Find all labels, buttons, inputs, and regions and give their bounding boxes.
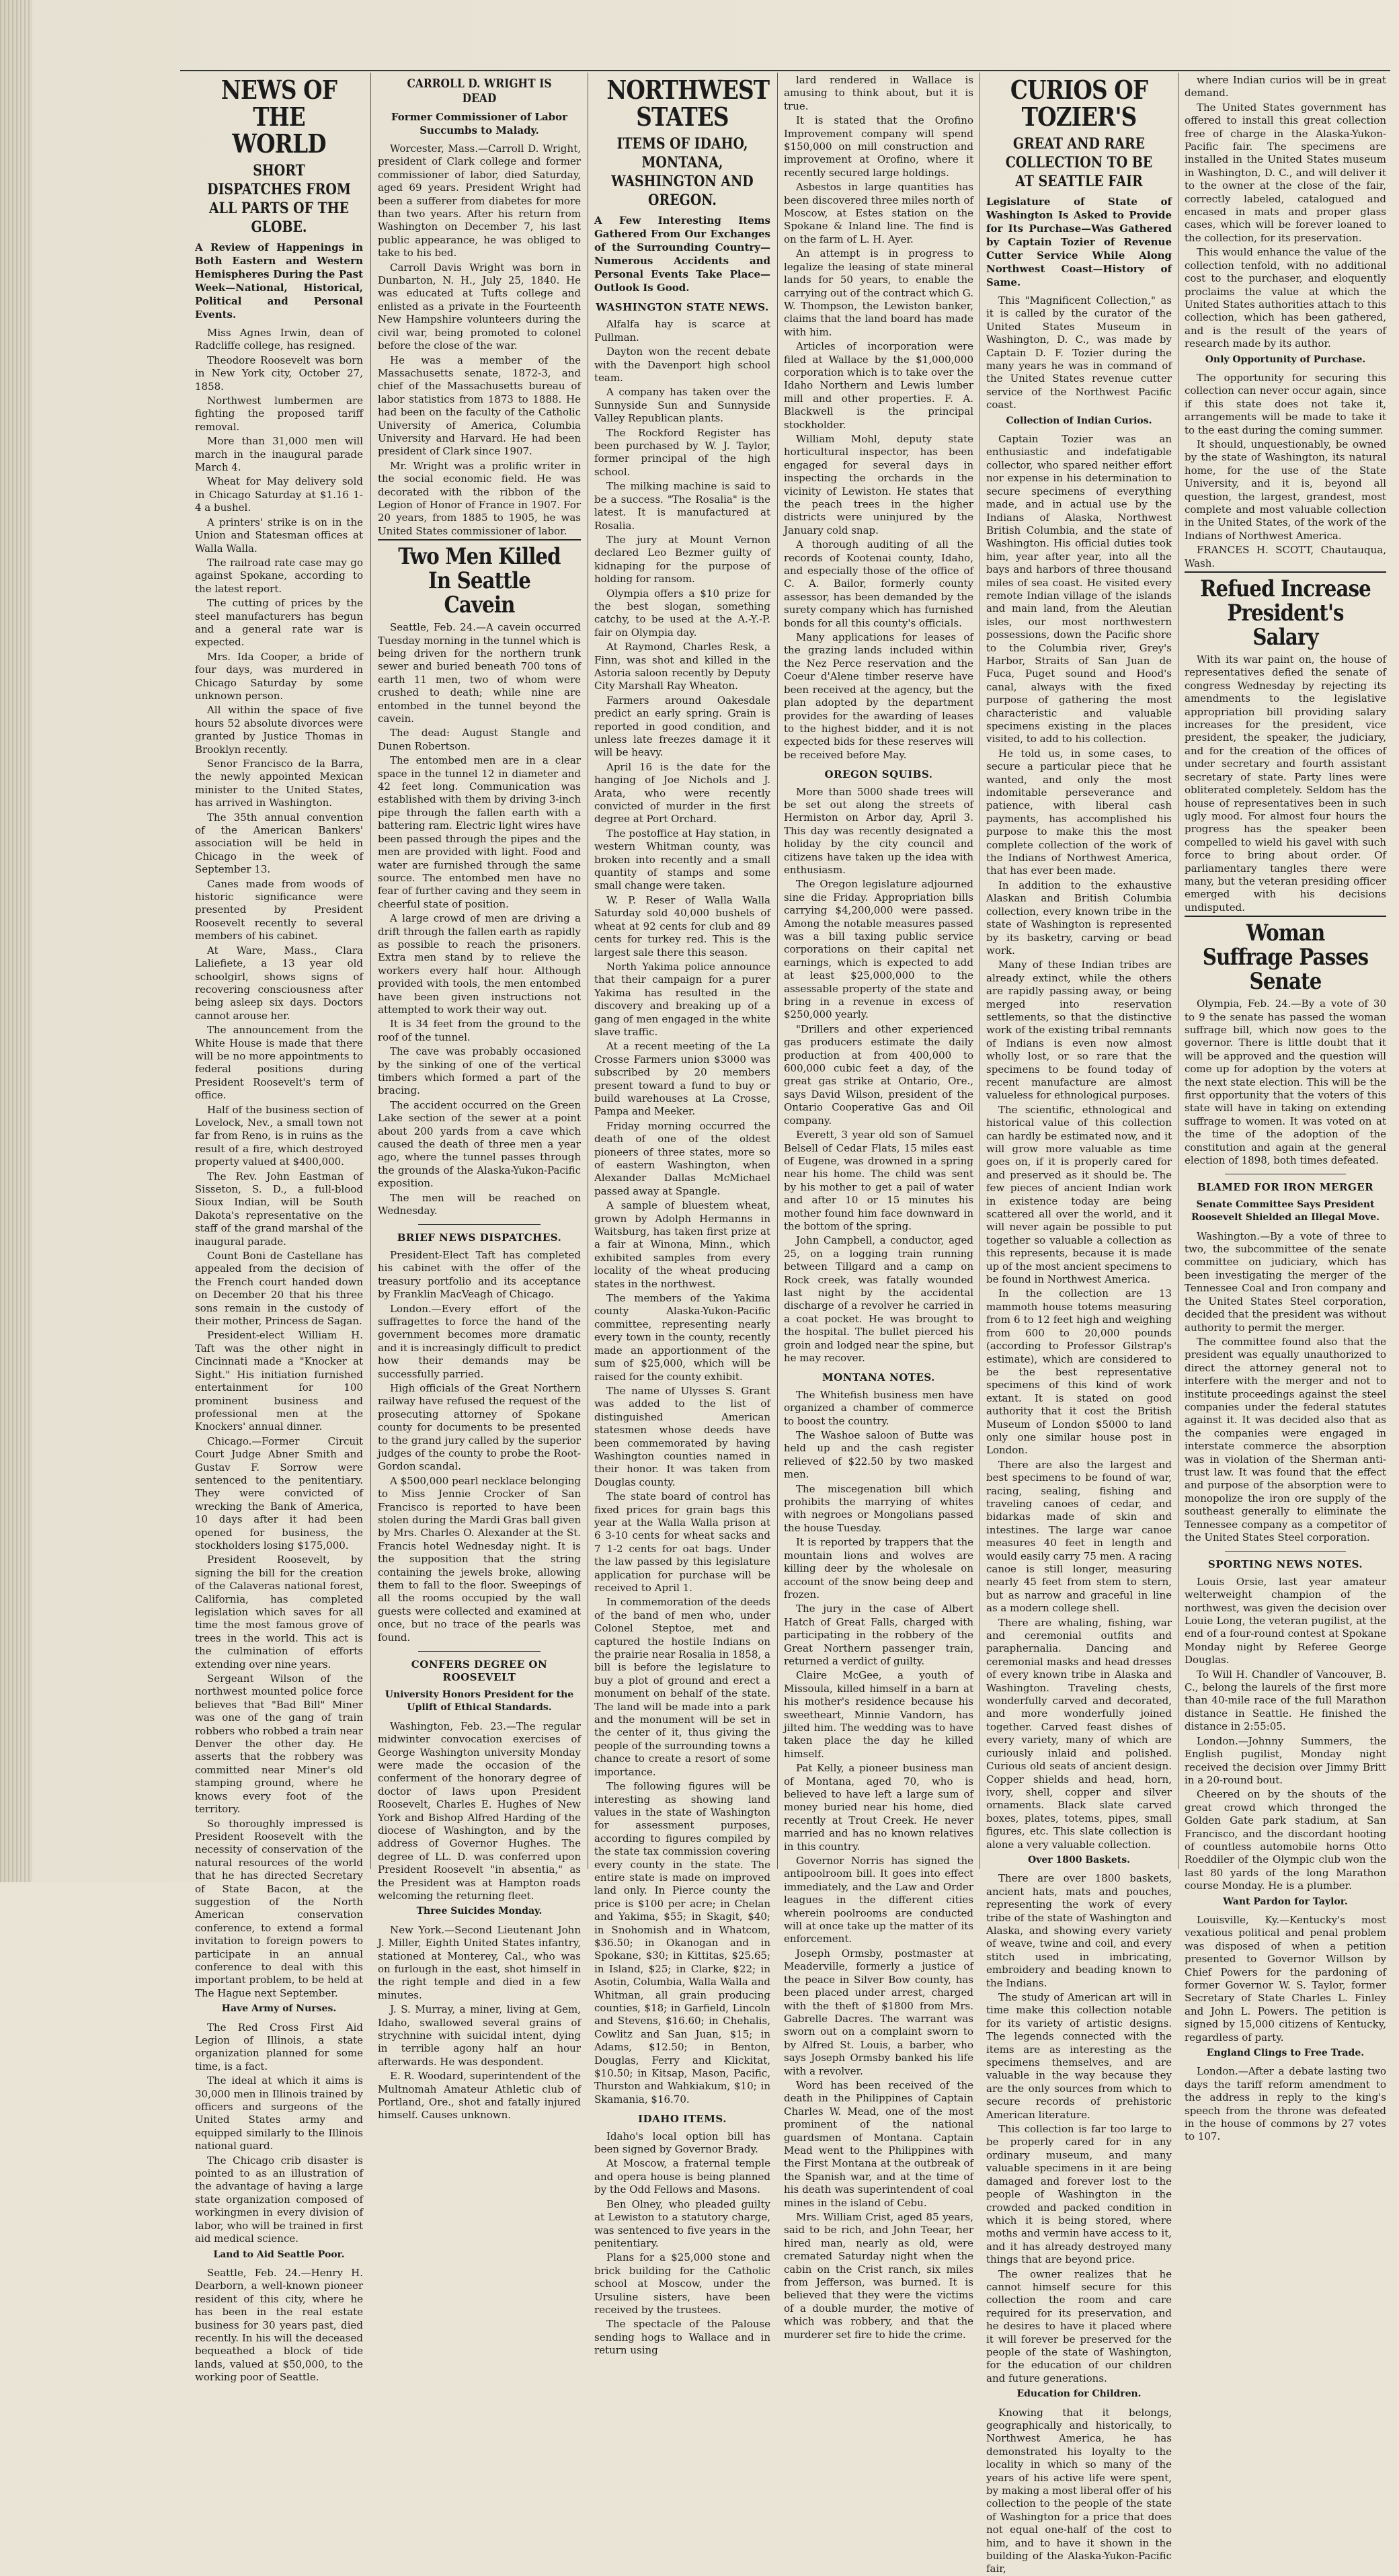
article-body xyxy=(378,1249,581,1644)
headline-curios-tozier: CURIOS OF TOZIER'S xyxy=(1010,75,1148,132)
divider xyxy=(1225,1551,1346,1552)
paragraph: At Raymond, Charles Resk, a Finn, was shot and killed in the Astoria saloon recently by Deputy City Marshall Ray Wheaton. xyxy=(594,641,770,692)
paragraph: In commemoration of the deeds of the band of men who, under Colonel Steptoe, met and captured the hostile Indians on the prairie near Rosalia in 1858, a bill is before the legislature to buy a plot of ground and erect a monument on behalf of the state. The land will be made into a park and the monument will be set in the center of it, thus giving the people of the surrounding towns a chance to create a resort of some importance. xyxy=(594,1596,770,1778)
paragraph: Senor Francisco de la Barra, the newly appointed Mexican minister to the United States, has arrived in Washington. xyxy=(195,758,363,809)
paragraph: Ben Olney, who pleaded guilty at Lewiston to a statutory charge, was sentenced to five years in the penitentiary. xyxy=(594,2198,770,2249)
paragraph: J. S. Murray, a miner, living at Gem, Idaho, swallowed several grains of strychnine with suicidal intent, dying in terrible agony half an hour afterwards. He was despondent. xyxy=(378,2003,581,2068)
paragraph: Alfalfa hay is scarce at Pullman. xyxy=(594,318,770,344)
paragraph: The members of the Yakima county Alaska-Yukon-Pacific committee, representing nearly every town in the county, recently made an apportionment of the sum of $25,000, which will be raised for the county exhibit. xyxy=(594,1292,770,1383)
paragraph: The announcement from the White House is made that there will be no more appointments to federal positions during President Roosevelt's term of office. xyxy=(195,1024,363,1102)
article-body xyxy=(986,433,1172,1851)
paragraph: The name of Ulysses S. Grant was added to the list of distinguished American statesmen whose deeds have been commemorated by having Washington counties named in their honor. It was taken from Douglas county. xyxy=(594,1384,770,1488)
paragraph: Governor Norris has signed the antipoolroom bill. It goes into effect immediately, and the Law and Order leagues in the different cities wherein poolrooms are conducted will at once take up the matter of its enforcement. xyxy=(784,1855,973,1945)
paragraph: An attempt is in progress to legalize the leasing of state mineral lands for 50 years, to enable the carrying out of the contract which G. W. Thompson, the Lewiston banker, claims that the land board has made with him. xyxy=(784,247,973,338)
paragraph: More than 31,000 men will march in the inaugural parade March 4. xyxy=(195,435,363,474)
divider xyxy=(378,539,581,540)
paragraph: Mrs. Ida Cooper, a bride of four days, was murdered in Chicago Saturday by some unknown person. xyxy=(195,650,363,702)
paragraph: The cutting of prices by the steel manufacturers has begun and a general rate war is expected. xyxy=(195,597,363,649)
paragraph: A large crowd of men are driving a drift through the fallen earth as rapidly as possible to reach the prisoners. Extra men stand by to relieve the workers every half hour. Although provided with tools, the men entombed have been given instructions not attempted to work their way out. xyxy=(378,912,581,1016)
deck-review: A Review of Happenings in Both Eastern and Western Hemispheres During the Past Week—National, Historical, Political and Personal Events. xyxy=(195,241,363,321)
article-body xyxy=(1185,1576,1386,1893)
article-body xyxy=(195,2267,363,2384)
headline-salary: Refued Increase President's Salary xyxy=(1200,575,1371,651)
paragraph: Many of these Indian tribes are already extinct, while the others are rapidly passing away, or being merged into reservation settlements, so that the distinctive work of the existing tribal remnants of Indians is even now almost wholly lost, or so rare that the specimens to be found today of recent manufacture are almost valueless for ethnological purposes. xyxy=(986,959,1172,1102)
subhead-collection: GREAT AND RARE COLLECTION TO BE AT SEATTLE FAIR xyxy=(1005,135,1153,190)
paragraph: The following figures will be interesting as showing land values in the state of Washington for assessment purposes, according to figures compiled by the state tax commission covering every county in the state. The entire state is made on improved land only. In Pierce county the price is $100 per acre; in Chelan and Yakima, $55; in Skagit, $40; in Snohomish and in Whatcom, $36.50; in Okanogan and in Spokane, $30; in Kittitas, $25.65; in Island, $25; in Clarke, $22; in Asotin, Columbia, Walla Walla and Whitman, all grain producing counties, $18; in Garfield, Lincoln and Stevens, $16.60; in Chehalis, Cowlitz and San Juan, $15; in Adams, $12.50; in Benton, Douglas, Ferry and Klickitat, $10.50; in Kitsap, Mason, Pacific, Thurston and Wahkiakum, $10; in Skamania, $16.70. xyxy=(594,1780,770,2105)
paragraph: The scientific, ethnological and historical value of this collection can hardly be estimated now, and it will grow more valuable as time goes on, if it is properly cared for and preserved as it should be. The few pieces of ancient Indian work in existence today are being scattered all over the world, and it will never again be possible to put together so valuable a collection as this represents, because it is made up of the most ancient specimens to be found in Northwest America. xyxy=(986,1103,1172,1286)
paragraph: It should, unquestionably, be owned by the state of Washington, its natural home, for the use of the State University, and it is, beyond all question, the largest, grandest, most complete and most valuable collection in the United States, of the work of the Indians of Northwest America. xyxy=(1185,438,1386,542)
column-4 xyxy=(784,74,973,2341)
paragraph: He was a member of the Massachusetts senate, 1872-3, and chief of the Massachusetts bureau of labor statistics from 1873 to 1888. He had been on the faculty of the Catholic University of America, Columbia University and Harvard. He had been president of Clark since 1907. xyxy=(378,354,581,458)
paragraph: Articles of incorporation were filed at Wallace by the $1,000,000 corporation which is to take over the Idaho Northern and Lewis lumber mill and other properties. F. A. Blackwell is the principal stockholder. xyxy=(784,340,973,431)
paragraph: There are whaling, fishing, war and ceremonial outfits and paraphernalia. Dancing and ceremonial masks and head dresses of every known tribe in Alaska and Washington. Traveling chests, wonderfully carved and decorated, and more wonderfully joined together. Carved feast dishes of every variety, many of which are curiously inlaid and polished. Curious old seats of ancient design. Copper shields and head, horn, ivory, shell, copper and silver ornaments. Black slate carved boxes, plates, totems, pipes, small figures, etc. This slate collection is alone a very valuable collection. xyxy=(986,1616,1172,1851)
paragraph: Louisville, Ky.—Kentucky's most vexatious political and penal problem was disposed of when a petition presented to Governor Willson by Chief Powers for the pardoning of former Governor W. S. Taylor, former Secretary of State Charles L. Finley and John L. Powers. The petition is signed by 15,000 citizens of Kentucky, regardless of party. xyxy=(1185,1913,1386,2044)
paragraph: So thoroughly impressed is President Roosevelt with the necessity of conservation of the natural resources of the world that he has directed Secretary of State Bacon, at the suggestion of the North American conservation conference, to extend a formal invitation to foreign powers to participate in an annual conference to deal with this important problem, to be held at The Hague next September. xyxy=(195,1817,363,1999)
paragraph: This collection is far too large to be properly cared for in any ordinary museum, and many valuable specimens in it are being damaged and forever lost to the people of Washington in the crowded and packed condition in which it is being stored, where moths and vermin have access to it, and it has already destroyed many things that are beyond price. xyxy=(986,2123,1172,2266)
paragraph: Washington.—By a vote of three to two, the subcommittee of the senate committee on judiciary, which has been investigating the merger of the Tennessee Coal and Iron company and the United States Steel corporation, decided that the president was without authority to permit the merger. xyxy=(1185,1230,1386,1334)
article-body xyxy=(1185,2065,1386,2143)
article-body xyxy=(986,1872,1172,2385)
paragraph: Worcester, Mass.—Carroll D. Wright, president of Clark college and former commissioner of labor, died Saturday, aged 69 years. President Wright had been a sufferer from diabetes for more than two years. After his return from Washington on December 7, his last public appearance, he was obliged to take to his bed. xyxy=(378,143,581,259)
paragraph: Captain Tozier was an enthusiastic and indefatigable collector, who spared neither effort nor expense in his determination to secure specimens of everything made, and in actual use by the Indians of Alaska, Northwest British Columbia, and the state of Washington. His official duties took him, year after year, into all the bays and harbors of three thousand miles of sea coast. He visited every remote Indian village of the islands and main land, from the Aleutian isles, our most northwestern possessions, down the Pacific shore to the Columbia river, Grey's Harbor, Straits of San Juan de Fuca, Puget sound and Hood's canal, always with the fixed purpose of gathering the most characteristic and valuable specimens existing in the places visited, to add to his collection. xyxy=(986,433,1172,746)
paragraph: Idaho's local option bill has been signed by Governor Brady. xyxy=(594,2130,770,2156)
paragraph: E. R. Woodard, superintendent of the Multnomah Amateur Athletic club of Portland, Ore., shot and fatally injured himself. Causes unknown. xyxy=(378,2070,581,2122)
article-body xyxy=(1185,1914,1386,2044)
subhead-short-dispatches: SHORT DISPATCHES FROM ALL PARTS OF THE GLOBE. xyxy=(207,162,351,236)
section-head-indian: Collection of Indian Curios. xyxy=(1006,415,1152,426)
paragraph: lard rendered in Wallace is amusing to think about, but it is true. xyxy=(784,74,973,112)
paragraph: Plans for a $25,000 stone and brick building for the Catholic school at Moscow, under the Ursuline sisters, have been received by the trustees. xyxy=(594,2251,770,2316)
paragraph: It is stated that the Orofino Improvement company will spend $150,000 on mill construction and improvement at Orofino, where it recently secured large holdings. xyxy=(784,114,973,179)
paragraph: Carroll Davis Wright was born in Dunbarton, N. H., July 25, 1840. He was educated at Tufts college and enlisted as a private in the Fourteenth New Hampshire volunteers during the civil war, being promoted to colonel before the close of the war. xyxy=(378,261,581,352)
article-body xyxy=(378,143,581,538)
section-head-land: Land to Aid Seattle Poor. xyxy=(213,2249,345,2260)
paragraph: President Roosevelt, by signing the bill for the creation of the Calaveras national forest, California, has completed legislation which saves for all time the most famous grove of trees in the world. This act is the culmination of efforts extending over nine years. xyxy=(195,1554,363,1671)
paragraph: It is reported by trappers that the mountain lions and wolves are killing deer by the wholesale on account of the snow being deep and frozen. xyxy=(784,1536,973,1601)
deck-northwest: A Few Interesting Items Gathered From Our Exchanges of the Surrounding Country—Numerous Accidents and Personal Events Take Place—Outlook Is Good. xyxy=(594,214,770,294)
section-head-taylor: Want Pardon for Taylor. xyxy=(1223,1896,1348,1907)
paragraph: The accident occurred on the Green Lake section of the sewer at a point about 200 yards from a cave which caused the death of three men a year ago, where the tunnel passes through the grounds of the Alaska-Yukon-Pacific exposition. xyxy=(378,1098,581,1190)
paragraph: The Washoe saloon of Butte was held up and the cash register relieved of $22.50 by two masked men. xyxy=(784,1429,973,1481)
paragraph: This "Magnificent Collection," as it is called by the curator of the United States Museum in Washington, D. C., was made by Captain D. F. Tozier during the many years he was in command of the United States revenue cutter service of the Northwest Pacific coast. xyxy=(986,294,1172,411)
paragraph: where Indian curios will be in great demand. xyxy=(1185,74,1386,99)
article-body xyxy=(1185,372,1386,570)
paragraph: To Will H. Chandler of Vancouver, B. C., belong the laurels of the first more than 40-mile race of the full Marathon distance in Seattle. He finished the distance in 2:55:05. xyxy=(1185,1668,1386,1733)
column-1 xyxy=(195,74,363,2384)
paragraph: William Mohl, deputy state horticultural inspector, has been engaged for several days in inspecting the orchards in the vicinity of Lewiston. He states that the peach trees in the higher districts were uninjured by the January cold snap. xyxy=(784,432,973,536)
page-binding xyxy=(0,0,32,1882)
paragraph: Canes made from woods of historic significance were presented by President Roosevelt recently to several members of his cabinet. xyxy=(195,877,363,942)
paragraph: The jury in the case of Albert Hatch of Great Falls, charged with participating in the robbery of the Great Northern passenger train, returned a verdict of guilty. xyxy=(784,1603,973,1667)
article-body xyxy=(378,1924,581,2122)
section-head-brief: BRIEF NEWS DISPATCHES. xyxy=(397,1232,562,1244)
paragraph: John Campbell, a conductor, aged 25, on a logging train running between Tillgard and a camp on Rock creek, was fatally wounded last night by the accidental discharge of a revolver he carried in a coat pocket. He was brought to the hospital. The bullet pierced his groin and lodged near the spine, but he may recover. xyxy=(784,1234,973,1364)
paragraph: There are also the largest and best specimens to be found of war, racing, sealing, fishing and traveling canoes of cedar, and bidarkas made of skin and intestines. The large war canoe measures 40 feet in length and would easily carry 75 men. A racing canoe is still longer, measuring nearly 45 feet from stem to stern, but as narrow and graceful in line as a modern college shell. xyxy=(986,1458,1172,1615)
article-body xyxy=(1185,1230,1386,1545)
paragraph: London.—After a debate lasting two days the tariff reform amendment to the address in reply to the king's speech from the throne was defeated in the house of commons by 27 votes to 107. xyxy=(1185,2065,1386,2143)
paragraph: W. P. Reser of Walla Walla Saturday sold 40,000 bushels of wheat at 92 cents for club and 89 cents for turkey red. This is the largest sale there this season. xyxy=(594,893,770,959)
paragraph: Pat Kelly, a pioneer business man of Montana, aged 70, who is believed to have left a large sum of money buried near his home, died recently at Trout Creek. He never married and has no known relatives in this country. xyxy=(784,1762,973,1853)
section-head-oregon: OREGON SQUIBS. xyxy=(824,768,933,781)
paragraph: The jury at Mount Vernon declared Leo Bezmer guilty of kidnaping for the purpose of holding for ransom. xyxy=(594,533,770,586)
column-3 xyxy=(594,74,770,2357)
paragraph: All within the space of five hours 52 absolute divorces were granted by Justice Thomas in Brooklyn recently. xyxy=(195,704,363,756)
paragraph: More than 5000 shade trees will be set out along the streets of Hermiston on Arbor day, April 3. This day was recently designated a holiday by the city council and citizens have taken up the idea with enthusiasm. xyxy=(784,785,973,876)
paragraph: Joseph Ormsby, postmaster at Meaderville, formerly a justice of the peace in Silver Bow county, has been placed under arrest, charged with the theft of $1800 from Mrs. Gabrelle Dacres. The warrant was sworn out on a complaint sworn to by Alfred St. Louis, a barber, who says Joseph Ormsby banked his life with a revolver. xyxy=(784,1947,973,2077)
article-body xyxy=(1185,74,1386,351)
paragraph: Many applications for leases of the grazing lands included within the Nez Perce reservation and the Coeur d'Alene timber reserve have been received at the agency, but the plan adopted by the department provides for the awarding of leases to the highest bidder, and it is not expected bids for these reserves will be received before May. xyxy=(784,631,973,761)
paragraph: President-Elect Taft has completed his cabinet with the offer of the treasury portfolio and its acceptance by Franklin MacVeagh of Chicago. xyxy=(378,1248,581,1301)
section-head-purchase: Only Opportunity of Purchase. xyxy=(1205,354,1366,365)
paragraph: The Red Cross First Aid Legion of Illinois, a state organization planned for some time, is a fact. xyxy=(195,2021,363,2072)
article-body xyxy=(784,74,973,762)
paragraph: A sample of bluestem wheat, grown by Adolph Hermanns in Waitsburg, has taken first prize at a fair at Winona, Minn., which exhibited samples from every locality of the wheat producing states in the northwest. xyxy=(594,1199,770,1290)
paragraph: Seattle, Feb. 24.—Henry H. Dearborn, a well-known pioneer resident of this city, where he has been in the real estate business for 30 years past, died recently. In his will the deceased bequeathed a block of tide lands, valued at $50,000, to the working poor of Seattle. xyxy=(195,2266,363,2384)
paragraph: The Chicago crib disaster is pointed to as an illustration of the advantage of having a large state organization composed of workingmen in every division of labor, who will be trained in first aid medical science. xyxy=(195,2154,363,2245)
paragraph: A printers' strike is on in the Union and Statesman offices at Walla Walla. xyxy=(195,516,363,555)
article-body xyxy=(986,294,1172,412)
column-rule xyxy=(777,73,778,1869)
section-head-washington: WASHINGTON STATE NEWS. xyxy=(596,301,769,313)
section-head-degree: CONFERS DEGREE ON ROOSEVELT xyxy=(411,1658,548,1684)
paragraph: Theodore Roosevelt was born in New York city, October 27, 1858. xyxy=(195,354,363,393)
section-head-education: Education for Children. xyxy=(1016,2388,1142,2400)
paragraph: Asbestos in large quantities has been discovered three miles north of Moscow, at Estes station on the Spokane & Inland line. The find is on the farm of L. H. Ayer. xyxy=(784,181,973,245)
divider xyxy=(418,1651,540,1652)
paragraph: The opportunity for securing this collection can never occur again, since if this state does not take it, arrangements will be made to take it to the east during the coming summer. xyxy=(1185,371,1386,436)
paragraph: Olympia, Feb. 24.—By a vote of 30 to 9 the senate has passed the woman suffrage bill, which now goes to the governor. There is little doubt that it will be approved and the question will come up for adoption by the voters at the next state election. This will be the first opportunity that the voters of this state will have in taking on extending suffrage to women. It was voted on at the time of the adoption of the constitution and again at the general election of 1898, both times defeated. xyxy=(1185,998,1386,1167)
paragraph: Dayton won the recent debate with the Davenport high school team. xyxy=(594,346,770,385)
paragraph: "Drillers and other experienced gas producers estimate the daily production at from 400,000 to 600,000 cubic feet a day, of the great gas strike at Ontario, Ore., says David Wilson, president of the Ontario Cooperative Gas and Oil company. xyxy=(784,1022,973,1127)
section-head-iron: BLAMED FOR IRON MERGER xyxy=(1197,1181,1374,1194)
paragraph: London.—Johnny Summers, the English pugilist, Monday night received the decision over Jimmy Britt in a 20-round bout. xyxy=(1185,1734,1386,1786)
paragraph: The miscegenation bill which prohibits the marrying of whites with negroes or Mongolians passed the house Tuesday. xyxy=(784,1482,973,1534)
divider xyxy=(418,1224,540,1225)
paragraph: A thorough auditing of all the records of Kootenai county, Idaho, and especially those of the office of C. A. Bailor, formerly county assessor, has been demanded by the surety company which has furnished bonds for all this county's officials. xyxy=(784,538,973,629)
article-body xyxy=(378,1720,581,1903)
article-body xyxy=(378,621,581,1217)
paragraph: Knowing that it belongs, geographically and historically, to Northwest America, he has demonstrated his loyalty to the locality in which so many of the years of his active life were spent, by making a most liberal offer of his collection to the people of the state of Washington for a price that does not equal one-half of the cost to him, and to have it shown in the building of the Alaska-Yukon-Pacific fair, xyxy=(986,2406,1172,2575)
article-body xyxy=(1185,653,1386,914)
divider xyxy=(1185,571,1386,573)
paragraph: With its war paint on, the house of representatives defied the senate of congress Wednesday by rejecting its amendments to the legislative appropriation bill providing salary increases for the president, vice president, the speaker, the judiciary, and for the creation of the offices of under secretary and fourth assistant secretary of state. Party lines were obliterated completely. Seldom has the house of representatives been in such ugly mood. For almost four hours the progress has the speaker been compelled to wield his gavel with such force to bring about order. Of parliamentary tangles there were many, but the veteran presiding officer emerged with his decisions undisputed. xyxy=(1185,653,1386,914)
paragraph: A company has taken over the Sunnyside Sun and Sunnyside Valley Republican plants. xyxy=(594,386,770,425)
paragraph: The committee found also that the president was equally unauthorized to direct the attorney general not to interfere with the merger and not to institute proceedings against the steel companies under the federal statutes against it. It was decided also that as the companies were engaged in interstate commerce the absorption was in violation of the Sherman anti-trust law. It was found that the effect and purpose of the absorption were to monopolize the iron ore supply of the southeast generally to eliminate the Tennessee company as a competitor of the United States Steel corporation. xyxy=(1185,1335,1386,1543)
headline-cavein: Two Men Killed In Seattle Cavein xyxy=(398,543,561,619)
section-head-baskets: Over 1800 Baskets. xyxy=(1028,1854,1130,1865)
paragraph: The dead: August Stangle and Dunen Robertson. xyxy=(378,727,581,752)
column-rule xyxy=(370,73,371,1869)
article-body xyxy=(195,327,363,2000)
paragraph: President-elect William H. Taft was the other night in Cincinnati made a "Knocker at Sight." His initiation furnished entertainment for 100 prominent business and professional men at the Knockers' annual dinner. xyxy=(195,1329,363,1433)
paragraph: Olympia offers a $10 prize for the best slogan, something catchy, to be used at the A.-Y.-P. fair on Olympia day. xyxy=(594,587,770,639)
paragraph: Word has been received of the death in the Philippines of Captain Charles W. Mead, one of the most prominent of the national guardsmen of Montana. Captain Mead went to the Philippines with the First Montana at the outbreak of the Spanish war, and at the time of his death was superintendent of coal mines in the island of Cebu. xyxy=(784,2079,973,2209)
section-head-england: England Clings to Free Trade. xyxy=(1206,2048,1365,2059)
paragraph: The Whitefish business men have organized a chamber of commerce to boost the country. xyxy=(784,1388,973,1427)
paragraph: The men will be reached on Wednesday. xyxy=(378,1191,581,1217)
article-body xyxy=(784,1389,973,2341)
paragraph: It is 34 feet from the ground to the roof of the tunnel. xyxy=(378,1018,581,1043)
paragraph: The Rockford Register has been purchased by W. J. Taylor, former principal of the high school. xyxy=(594,426,770,478)
section-head-montana: MONTANA NOTES. xyxy=(822,1371,935,1384)
paragraph: Northwest lumbermen are fighting the proposed tariff removal. xyxy=(195,395,363,433)
paragraph: There are over 1800 baskets, ancient hats, mats and pouches, representing the work of every tribe of the state of Washington and Alaska, and showing every variety of weave, twine and coil, and every stitch used in imbricating, embroidery and beading known to the Indians. xyxy=(986,1872,1172,1989)
paragraph: Mrs. William Crist, aged 85 years, said to be rich, and John Teear, her hired man, nearly as old, were cremated Saturday night when the cabin on the Crist ranch, six miles from Jefferson, was burned. It is believed that they were the victims of a double murder, the motive of which was robbery, and that the murderer set fire to hide the crime. xyxy=(784,2211,973,2341)
article-body xyxy=(986,2407,1172,2576)
column-2 xyxy=(378,74,581,2122)
paragraph: Mr. Wright was a prolific writer in the social economic field. He was decorated with the ribbon of the Legion of Honor of France in 1907. For 20 years, from 1885 to 1905, he was United States commissioner of labor. xyxy=(378,459,581,537)
deck-wright: Former Commissioner of Labor Succumbs to Malady. xyxy=(391,111,568,136)
section-head-nurses: Have Army of Nurses. xyxy=(221,2003,337,2015)
paragraph: The ideal at which it aims is 30,000 men in Illinois trained by officers and surgeons of the United States army and equipped similarly to the Illinois national guard. xyxy=(195,2075,363,2152)
paragraph: Sergeant Wilson of the northwest mounted police force believes that "Bad Bill" Miner was one of the gang of train robbers who robbed a train near Denver the other day. He asserts that the robbery was committed near Miner's old stamping ground, where he knows every foot of the territory. xyxy=(195,1673,363,1816)
paragraph: This would enhance the value of the collection tenfold, with no additional cost to the purchaser, and eloquently proclaims the value at which the United States authorities attach to this collection, which has been gathered, and is the result of the years of research made by its author. xyxy=(1185,246,1386,350)
paragraph: Farmers around Oakesdale predict an early spring. Grain is reported in good condition, and unless late freezes damage it it will be heavy. xyxy=(594,694,770,759)
article-body xyxy=(594,2130,770,2358)
paragraph: Half of the business section of Lovelock, Nev., a small town not far from Reno, is in ruins as the result of a fire, which destroyed property valued at $400,000. xyxy=(195,1103,363,1168)
paragraph: High officials of the Great Northern railway have refused the request of the prosecuting attorney of Spokane county for documents to be presented to the grand jury called by the superior judges of the county to probe the Root-Gordon scandal. xyxy=(378,1381,581,1473)
paragraph: North Yakima police announce that their campaign for a purer Yakima has resulted in the discovery and breaking up of a gang of men engaged in the white slave traffic. xyxy=(594,960,770,1038)
paragraph: The milking machine is said to be a success. "The Rosalia" is the latest. It is manufactured at Rosalia. xyxy=(594,480,770,532)
deck-legislature: Legislature of State of Washington Is Asked to Provide for Its Purchase—Was Gathered by Captain Tozier of Revenue Cutter Service While Along Northwest Coast—History of Same. xyxy=(986,196,1172,288)
deck-iron: Senate Committee Says President Roosevelt Shielded an Illegal Move. xyxy=(1191,1199,1380,1223)
article-body xyxy=(784,786,973,1365)
article-body xyxy=(1185,998,1386,1167)
paragraph: The spectacle of the Palouse sending hogs to Wallace and in return using xyxy=(594,2318,770,2357)
paragraph: Chicago.—Former Circuit Court Judge Abner Smith and Gustav F. Sorrow were sentenced to the penitentiary. They were convicted of wrecking the Bank of America, 10 days after it had been opened for business, the stockholders losing $175,000. xyxy=(195,1435,363,1552)
paragraph: Claire McGee, a youth of Missoula, killed himself in a barn at his mother's residence because his sweetheart, Minnie Vandorn, has jilted him. The wedding was to have taken place the day he killed himself. xyxy=(784,1669,973,1760)
paragraph: The study of American art will in time make this collection notable for its variety of artistic designs. The legends connected with the items are as interesting as the specimens themselves, and are valuable in the way because they are the only sources from which to secure records of prehistoric American literature. xyxy=(986,1991,1172,2121)
paragraph: London.—Every effort of the suffragettes to force the hand of the government becomes more dramatic and it is increasingly difficult to predict how their demands may be successfully parried. xyxy=(378,1302,581,1380)
paragraph: At Moscow, a fraternal temple and opera house is being planned by the Odd Fellows and Masons. xyxy=(594,2157,770,2196)
paragraph: The state board of control has fixed prices for grain bags this year at the Walla Walla prison at 6 3-10 cents for wheat sacks and 7 1-2 cents for oat bags. Under the law passed by this legislature application for purchase will be received to April 1. xyxy=(594,1490,770,1594)
paragraph: He told us, in some cases, to secure a particular piece that he wanted, and only the most indomitable perseverance and patience, with liberal cash payments, has accomplished his purpose to make this the most complete collection of the work of the Indians of Northwest America, that has ever been made. xyxy=(986,747,1172,877)
paragraph: FRANCES H. SCOTT, Chautauqua, Wash. xyxy=(1185,544,1386,569)
column-6 xyxy=(1185,74,1386,2143)
article-body xyxy=(594,318,770,2106)
divider xyxy=(1185,916,1386,917)
paragraph: The railroad rate case may go against Spokane, according to the latest report. xyxy=(195,556,363,595)
paragraph: New York.—Second Lieutenant John J. Miller, Eighth United States infantry, stationed at Monterey, Cal., who was on furlough in the east, shot himself in the right temple and died in a few minutes. xyxy=(378,1923,581,2001)
paragraph: In the collection are 13 mammoth house totems measuring from 6 to 12 feet high and weighing from 600 to 20,000 pounds (according to Professor Gilstrap's estimate), which are considered to be the best representative specimens of this kind of work extant. It is stated on good authority that it cost the British Museum of London $5000 to land only one similar house post in London. xyxy=(986,1287,1172,1457)
paragraph: In addition to the exhaustive Alaskan and British Columbia collection, every known tribe in the state of Washington is represented by its basketry, carving or bead work. xyxy=(986,879,1172,957)
paragraph: The entombed men are in a clear space in the tunnel 12 in diameter and 42 feet long. Communication was established with them by driving 3-inch pipe through the fallen earth with a battering ram. Electric light wires have been passed through the pipes and the men are provided with light. Food and water are furnished through the same source. The entombed men have no fear of further caving and they seem in cheerful state of position. xyxy=(378,754,581,910)
top-rule xyxy=(180,70,1390,71)
paragraph: The 35th annual convention of the American Bankers' association will be held in Chicago in the week of September 13. xyxy=(195,811,363,876)
paragraph: Wheat for May delivery sold in Chicago Saturday at $1.16 1-4 a bushel. xyxy=(195,475,363,514)
paragraph: Louis Orsie, last year amateur welterweight champion of the northwest, was given the decision over Louie Long, the veteran pugilist, at the end of a four-round contest at Spokane Monday night by Referee George Douglas. xyxy=(1185,1575,1386,1666)
paragraph: Everett, 3 year old son of Samuel Belsell of Cedar Flats, 15 miles east of Eugene, was drowned in a spring near his home. The child was sent by his mother to get a pail of water and after 10 or 15 minutes his mother found him face downward in the bottom of the spring. xyxy=(784,1129,973,1232)
paragraph: The cave was probably occasioned by the sinking of one of the vertical timbers which formed a part of the bracing. xyxy=(378,1045,581,1097)
headline-northwest-states: NORTHWEST STATES xyxy=(606,75,770,132)
paragraph: Seattle, Feb. 24.—A cavein occurred Tuesday morning in the tunnel which is being driven for the northern trunk sewer and buried beneath 700 tons of earth 11 men, two of whom were crushed to death; while nine are entombed in the tunnel beyond the cavein. xyxy=(378,621,581,725)
headline-news-of-world: NEWS OF THE WORLD xyxy=(221,75,337,159)
subhead-items: ITEMS OF IDAHO, MONTANA, WASHINGTON AND OREGON. xyxy=(611,135,754,209)
paragraph: The Oregon legislature adjourned sine die Friday. Appropriation bills carrying $4,200,000 were passed. Among the notable measures passed was a bill taxing public service corporations on their capital net earnings, which is expected to add at least $25,000,000 to the assessable property of the state and bring in a revenue in excess of $250,000 yearly. xyxy=(784,878,973,1021)
paragraph: April 16 is the date for the hanging of Joe Nichols and J. Arata, who were recently convicted of murder in the first degree at Port Orchard. xyxy=(594,760,770,826)
paragraph: The owner realizes that he cannot himself secure for this collection the room and care required for its preservation, and he desires to have it placed where it will forever be preserved for the people of the state of Washington, for the education of our children and future generations. xyxy=(986,2267,1172,2384)
paragraph: Cheered on by the shouts of the great crowd which thronged the Golden Gate park stadium, at San Francisco, and the discordant hooting of countless automobile horns Otto Roeddiler of the Olympic club won the last 80 yards of the long Marathon course Monday. He is a plumber. xyxy=(1185,1788,1386,1892)
paragraph: Friday morning occurred the death of one of the oldest pioneers of three states, more so of eastern Washington, when Alexander Dallas McMichael passed away at Spangle. xyxy=(594,1119,770,1197)
section-head-sporting: SPORTING NEWS NOTES. xyxy=(1207,1558,1363,1571)
paragraph: At Ware, Mass., Clara Laliefiete, a 13 year old schoolgirl, shows signs of recovering consciousness after being asleep six days. Doctors cannot arouse her. xyxy=(195,944,363,1022)
column-5 xyxy=(986,74,1172,2575)
paragraph: A $500,000 pearl necklace belonging to Miss Jennie Crocker of San Francisco is reported to have been stolen during the Mardi Gras ball given by Mrs. Charles O. Alexander at the St. Francis hotel Wednesday night. It is the supposition that the string containing the jewels broke, allowing them to fall to the floor. Sweepings of all the rooms occupied by the wall guests were collected and examined at once, but no trace of the pearls was found. xyxy=(378,1474,581,1644)
headline-wright-dead: CARROLL D. WRIGHT IS DEAD xyxy=(407,77,552,106)
deck-degree: University Honors President for the Uplift of Ethical Standards. xyxy=(385,1689,574,1714)
paragraph: The postoffice at Hay station, in western Whitman county, was broken into recently and a small quantity of stamps and some small change were taken. xyxy=(594,827,770,892)
section-head-suicides: Three Suicides Monday. xyxy=(416,1906,543,1917)
headline-suffrage: Woman Suffrage Passes Senate xyxy=(1202,920,1369,996)
paragraph: Washington, Feb. 23.—The regular midwinter convocation exercises of George Washington university Monday were made the occasion of the conferment of the honorary degree of doctor of laws upon President Roosevelt, Charles E. Hughes of New York and Bishop Alfred Harding of the diocese of Washington, and by the address of Governor Hughes. The degree of LL. D. was conferred upon President Roosevelt "in absentia," as the President was at Hampton roads welcoming the returning fleet. xyxy=(378,1720,581,1902)
section-head-idaho: IDAHO ITEMS. xyxy=(638,2113,727,2126)
paragraph: At a recent meeting of the La Crosse Farmers union $3000 was subscribed by 20 members present toward a fund to buy or build warehouses at La Crosse, Pampa and Meeker. xyxy=(594,1040,770,1118)
paragraph: Count Boni de Castellane has appealed from the decision of the French court handed down on December 20 that his three sons remain in the custody of their mother, Princess de Sagan. xyxy=(195,1250,363,1328)
paragraph: The United States government has offered to install this great collection free of charge in the Alaska-Yukon-Pacific fair. The specimens are installed in the United States museum in Washington, D. C., and will deliver it to the owner at the close of the fair, correctly labeled, catalogued and encased in mats and proper glass cases, which will be forever loaned to the collection, for its preservation. xyxy=(1185,101,1386,244)
paragraph: Miss Agnes Irwin, dean of Radcliffe college, has resigned. xyxy=(195,327,363,352)
article-body xyxy=(195,2021,363,2246)
paragraph: The Rev. John Eastman of Sisseton, S. D., a full-blood Sioux Indian, will be South Dakota's representative on the staff of the grand marshal of the inaugural parade. xyxy=(195,1170,363,1248)
